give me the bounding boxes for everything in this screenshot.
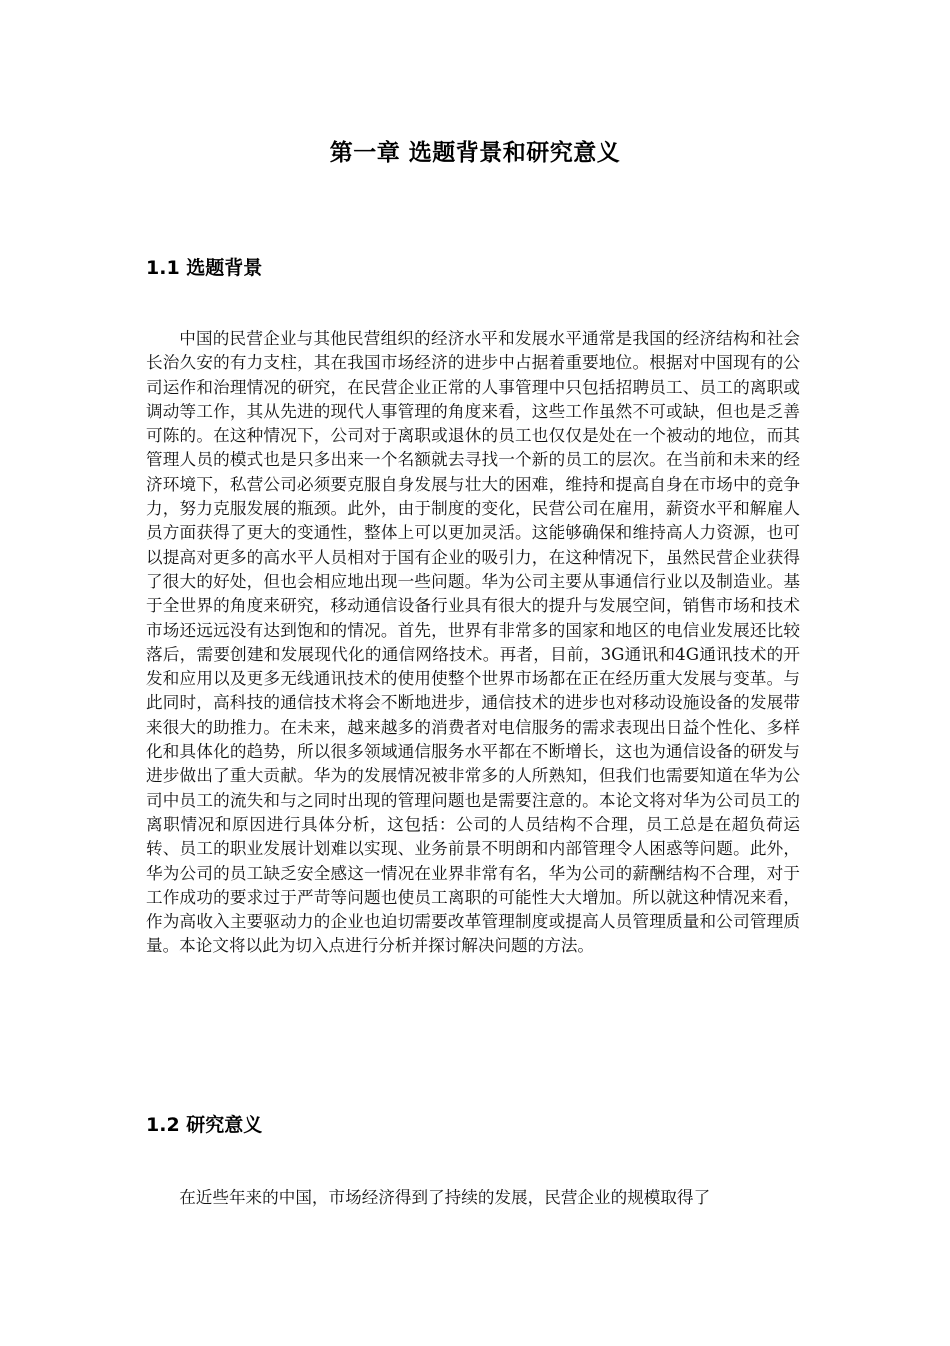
chapter-title: 第一章 选题背景和研究意义	[329, 140, 621, 166]
body-paragraph: 在近些年来的中国，市场经济得到了持续的发展，民营企业的规模取得了	[179, 1188, 711, 1207]
section-heading-1-1: 1.1 选题背景	[146, 257, 263, 279]
body-paragraph: 中国的民营企业与其他民营组织的经济水平和发展水平通常是我国的经济结构和社会长治久安的有力支柱，其在我国市场经济的进步中占据着重要地位。根据对中国现有的公司运作和治理情况的研究，在民营企业正常的人事管理中只包括招聘员工、员工的离职或调动等工作，其从先进的现代人事管理的角度来看，这些工作虽然不可或缺，但也是乏善可陈的。在这种情况下，公司对于离职或退休的员工也仅仅是处在一个被动的地位，而其管理人员的模式也是只多出来一个名额就去寻找一个新的员工的层次。在当前和未来的经济环境下，私营公司必须要克服自身发展与壮大的困难，维持和提高自身在市场中的竞争力，努力克服发展的瓶颈。此外，由于制度的变化，民营公司在雇用，薪资水平和解雇人员方面获得了更大的变通性，整体上可以更加灵活。这能够确保和维持高人力资源，也可以提高对更多的高水平人员相对于国有企业的吸引力，在这种情况下，虽然民营企业获得了很大的好处，但也会相应地出现一些问题。华为公司主要从事通信行业以及制造业。基于全世界的角度来研究，移动通信设备行业具有很大的提升与发展空间，销售市场和技术市场还远远没有达到饱和的情况。首先，世界有非常多的国家和地区的电信业发展还比较落后，需要创建和发展现代化的通信网络技术。再者，目前，3G通讯和4G通讯技术的开发和应用以及更多无线通讯技术的使用使整个世界市场都在正在经历重大发展与变革。与此同时，高科技的通信技术将会不断地进步，通信技术的进步也对移动设施设备的发展带来很大的助推力。在未来，越来越多的消费者对电信服务的需求表现出日益个性化、多样化和具体化的趋势，所以很多领域通信服务水平都在不断增长，这也为通信设备的研发与进步做出了重大贡献。华为的发展情况被非常多的人所熟知，但我们也需要知道在华为公司中员工的流失和与之同时出现的管理问题也是需要注意的。本论文将对华为公司员工的离职情况和原因进行具体分析，这包括：公司的人员结构不合理，员工总是在超负荷运转、员工的职业发展计划难以实现、业务前景不明朗和内部管理令人困惑等问题。此外，华为公司的员工缺乏安全感这一情况在业界非常有名，华为公司的薪酬结构不合理，对于工作成功的要求过于严苛等问题也使员工离职的可能性大大增加。所以就这种情况来看，作为高收入主要驱动力的企业也迫切需要改革管理制度或提高人员管理质量和公司管理质量。本论文将以此为切入点进行分析并探讨解决问题的方法。	[146, 329, 800, 956]
section-heading-1-2: 1.2 研究意义	[146, 1114, 263, 1136]
